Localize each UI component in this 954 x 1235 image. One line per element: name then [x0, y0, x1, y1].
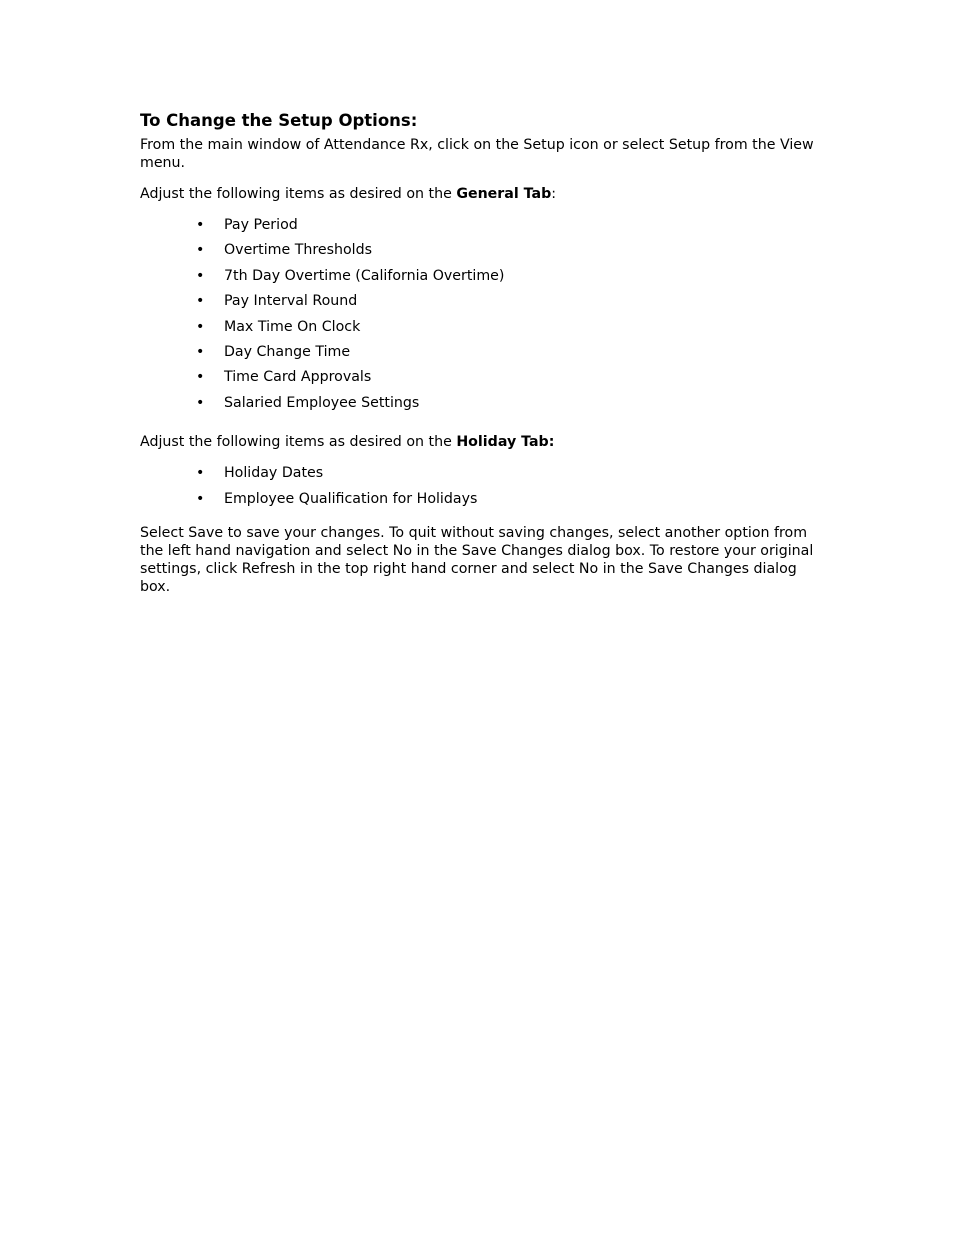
general-lead-text: Adjust the following items as desired on the: [140, 186, 457, 202]
bullet-icon: •: [196, 465, 205, 482]
list-item: [196, 391, 830, 416]
list-item: [196, 365, 830, 390]
list-item-text: Employee Qualification for Holidays: [224, 490, 478, 507]
bullet-icon: •: [196, 242, 205, 259]
bullet-icon: •: [196, 217, 205, 233]
list-item-text: Pay Period: [224, 217, 298, 233]
list-item: [196, 487, 830, 512]
general-tab-list: [140, 213, 830, 416]
list-item: [196, 213, 830, 238]
list-item-text: Day Change Time: [224, 344, 351, 361]
document-page: [140, 110, 830, 596]
holiday-tab-name: Holiday Tab:: [456, 434, 555, 451]
bullet-icon: •: [196, 344, 205, 361]
bullet-icon: •: [196, 369, 205, 386]
general-tab-paragraph: [140, 185, 830, 203]
list-item-text: Holiday Dates: [224, 465, 324, 482]
holiday-lead-text: Adjust the following items as desired on the: [140, 434, 457, 451]
list-item-text: Pay Interval Round: [224, 293, 358, 310]
list-item: [196, 289, 830, 314]
list-item: [196, 315, 830, 340]
holiday-tab-list: [140, 461, 830, 512]
section-heading: To Change the Setup Options:: [140, 111, 418, 130]
bullet-icon: •: [196, 394, 205, 411]
bullet-icon: •: [196, 490, 205, 507]
bullet-icon: •: [196, 293, 205, 310]
list-item: [196, 238, 830, 263]
general-trail: :: [551, 186, 557, 202]
list-item-text: Max Time On Clock: [224, 318, 361, 335]
list-item: [196, 461, 830, 486]
closing-paragraph: Select Save to save your changes. To quit without saving changes, select another option from the left hand navigation and select No in the Save Changes dialog box. To restore your original settings, click Refresh in the top right hand corner and select No in the Save Changes dialog box.: [140, 525, 814, 596]
general-tab-name: General Tab: [456, 186, 552, 202]
intro-paragraph: From the main window of Attendance Rx, click on the Setup icon or select Setup from the View menu.: [140, 137, 814, 171]
list-item-text: Salaried Employee Settings: [224, 394, 420, 411]
list-item-text: 7th Day Overtime (California Overtime): [224, 267, 505, 284]
list-item: [196, 264, 830, 289]
list-item-text: Overtime Thresholds: [224, 242, 372, 259]
list-item: [196, 340, 830, 365]
bullet-icon: •: [196, 318, 205, 335]
list-item-text: Time Card Approvals: [224, 369, 372, 386]
bullet-icon: •: [196, 267, 205, 284]
holiday-tab-paragraph: [140, 433, 830, 451]
